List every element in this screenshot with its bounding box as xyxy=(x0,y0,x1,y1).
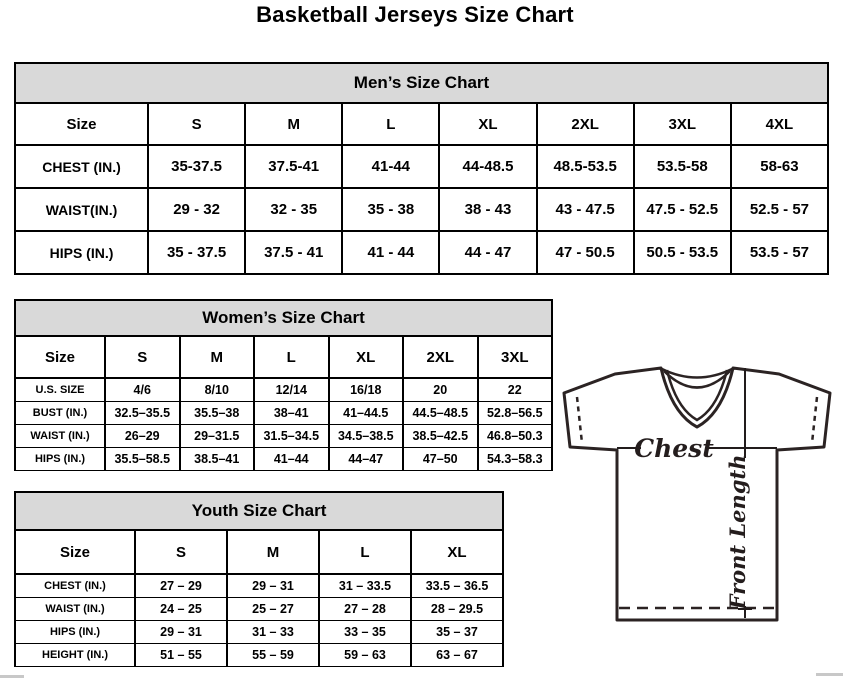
size-column-header: 3XL xyxy=(634,103,731,145)
value-cell: 50.5 - 53.5 xyxy=(634,231,731,274)
value-cell: 55 – 59 xyxy=(227,643,319,666)
size-column-header: M xyxy=(245,103,342,145)
size-column-header: 3XL xyxy=(478,336,553,378)
measurement-row xyxy=(15,401,552,424)
value-cell: 44.5–48.5 xyxy=(403,401,478,424)
row-label: HIPS (IN.) xyxy=(15,231,148,274)
value-cell: 35 – 37 xyxy=(411,620,503,643)
size-column-header: 4XL xyxy=(731,103,828,145)
value-cell: 53.5-58 xyxy=(634,145,731,188)
measurement-row xyxy=(15,447,552,470)
size-column-header: S xyxy=(135,530,227,574)
measurement-row xyxy=(15,145,828,188)
value-cell: 31.5–34.5 xyxy=(254,424,329,447)
value-cell: 20 xyxy=(403,378,478,401)
row-label: WAIST(IN.) xyxy=(15,188,148,231)
value-cell: 38.5–41 xyxy=(180,447,255,470)
size-header-cell: Size xyxy=(15,336,105,378)
scrollbar-fragment-right[interactable] xyxy=(816,673,843,676)
size-column-header: XL xyxy=(439,103,536,145)
value-cell: 38 - 43 xyxy=(439,188,536,231)
size-header-row xyxy=(15,530,503,574)
value-cell: 29 – 31 xyxy=(135,620,227,643)
size-column-header: L xyxy=(319,530,411,574)
value-cell: 26–29 xyxy=(105,424,180,447)
value-cell: 25 – 27 xyxy=(227,597,319,620)
value-cell: 44–47 xyxy=(329,447,404,470)
table-caption-row xyxy=(15,63,828,103)
value-cell: 35.5–58.5 xyxy=(105,447,180,470)
value-cell: 31 – 33 xyxy=(227,620,319,643)
youth-table-title: Youth Size Chart xyxy=(15,492,503,530)
value-cell: 4/6 xyxy=(105,378,180,401)
size-column-header: L xyxy=(254,336,329,378)
row-label: WAIST (IN.) xyxy=(15,597,135,620)
value-cell: 31 – 33.5 xyxy=(319,574,411,597)
scrollbar-fragment-left[interactable] xyxy=(0,675,24,678)
table-caption-row xyxy=(15,492,503,530)
measurement-row xyxy=(15,231,828,274)
value-cell: 58-63 xyxy=(731,145,828,188)
size-column-header: L xyxy=(342,103,439,145)
value-cell: 47.5 - 52.5 xyxy=(634,188,731,231)
measurement-row xyxy=(15,424,552,447)
row-label: U.S. SIZE xyxy=(15,378,105,401)
value-cell: 46.8–50.3 xyxy=(478,424,553,447)
womens-size-table xyxy=(14,299,553,471)
value-cell: 48.5-53.5 xyxy=(537,145,634,188)
size-column-header: XL xyxy=(329,336,404,378)
value-cell: 43 - 47.5 xyxy=(537,188,634,231)
value-cell: 28 – 29.5 xyxy=(411,597,503,620)
size-column-header: 2XL xyxy=(537,103,634,145)
value-cell: 33.5 – 36.5 xyxy=(411,574,503,597)
size-header-cell: Size xyxy=(15,530,135,574)
value-cell: 34.5–38.5 xyxy=(329,424,404,447)
value-cell: 41–44.5 xyxy=(329,401,404,424)
value-cell: 32 - 35 xyxy=(245,188,342,231)
value-cell: 44-48.5 xyxy=(439,145,536,188)
size-header-cell: Size xyxy=(15,103,148,145)
mens-table-title: Men’s Size Chart xyxy=(15,63,828,103)
value-cell: 54.3–58.3 xyxy=(478,447,553,470)
value-cell: 59 – 63 xyxy=(319,643,411,666)
value-cell: 47–50 xyxy=(403,447,478,470)
value-cell: 8/10 xyxy=(180,378,255,401)
size-header-row xyxy=(15,336,552,378)
row-label: WAIST (IN.) xyxy=(15,424,105,447)
youth-size-chart-section xyxy=(14,491,504,667)
row-label: HEIGHT (IN.) xyxy=(15,643,135,666)
value-cell: 16/18 xyxy=(329,378,404,401)
value-cell: 29–31.5 xyxy=(180,424,255,447)
row-label: BUST (IN.) xyxy=(15,401,105,424)
size-header-row xyxy=(15,103,828,145)
womens-table-title: Women’s Size Chart xyxy=(15,300,552,336)
value-cell: 12/14 xyxy=(254,378,329,401)
collar-back-curve-1 xyxy=(662,369,732,378)
value-cell: 35-37.5 xyxy=(148,145,245,188)
row-label: CHEST (IN.) xyxy=(15,145,148,188)
mens-size-chart-section xyxy=(14,62,829,275)
table-caption-row xyxy=(15,300,552,336)
mens-size-table xyxy=(14,62,829,275)
chest-label: Chest xyxy=(634,434,714,463)
value-cell: 41–44 xyxy=(254,447,329,470)
value-cell: 32.5–35.5 xyxy=(105,401,180,424)
value-cell: 47 - 50.5 xyxy=(537,231,634,274)
value-cell: 41-44 xyxy=(342,145,439,188)
measurement-row xyxy=(15,188,828,231)
value-cell: 29 - 32 xyxy=(148,188,245,231)
value-cell: 29 – 31 xyxy=(227,574,319,597)
size-column-header: M xyxy=(227,530,319,574)
value-cell: 52.8–56.5 xyxy=(478,401,553,424)
value-cell: 35.5–38 xyxy=(180,401,255,424)
size-column-header: 2XL xyxy=(403,336,478,378)
value-cell: 35 - 38 xyxy=(342,188,439,231)
value-cell: 38.5–42.5 xyxy=(403,424,478,447)
value-cell: 33 – 35 xyxy=(319,620,411,643)
value-cell: 35 - 37.5 xyxy=(148,231,245,274)
row-label: CHEST (IN.) xyxy=(15,574,135,597)
value-cell: 37.5 - 41 xyxy=(245,231,342,274)
value-cell: 63 – 67 xyxy=(411,643,503,666)
value-cell: 22 xyxy=(478,378,553,401)
page-title: Basketball Jerseys Size Chart xyxy=(256,2,574,27)
measurement-row xyxy=(15,378,552,401)
value-cell: 38–41 xyxy=(254,401,329,424)
youth-size-table xyxy=(14,491,504,667)
value-cell: 44 - 47 xyxy=(439,231,536,274)
measurement-row xyxy=(15,643,503,666)
value-cell: 41 - 44 xyxy=(342,231,439,274)
jersey-outline xyxy=(564,368,830,620)
value-cell: 51 – 55 xyxy=(135,643,227,666)
size-column-header: M xyxy=(180,336,255,378)
value-cell: 27 – 28 xyxy=(319,597,411,620)
jersey-diagram-icon xyxy=(552,362,842,632)
row-label: HIPS (IN.) xyxy=(15,620,135,643)
front-length-label: Front Length xyxy=(725,454,750,610)
row-label: HIPS (IN.) xyxy=(15,447,105,470)
size-column-header: S xyxy=(148,103,245,145)
value-cell: 27 – 29 xyxy=(135,574,227,597)
measurement-row xyxy=(15,620,503,643)
value-cell: 52.5 - 57 xyxy=(731,188,828,231)
value-cell: 24 – 25 xyxy=(135,597,227,620)
size-column-header: XL xyxy=(411,530,503,574)
measurement-row xyxy=(15,574,503,597)
size-column-header: S xyxy=(105,336,180,378)
womens-size-chart-section xyxy=(14,299,553,471)
value-cell: 53.5 - 57 xyxy=(731,231,828,274)
measurement-row xyxy=(15,597,503,620)
value-cell: 37.5-41 xyxy=(245,145,342,188)
